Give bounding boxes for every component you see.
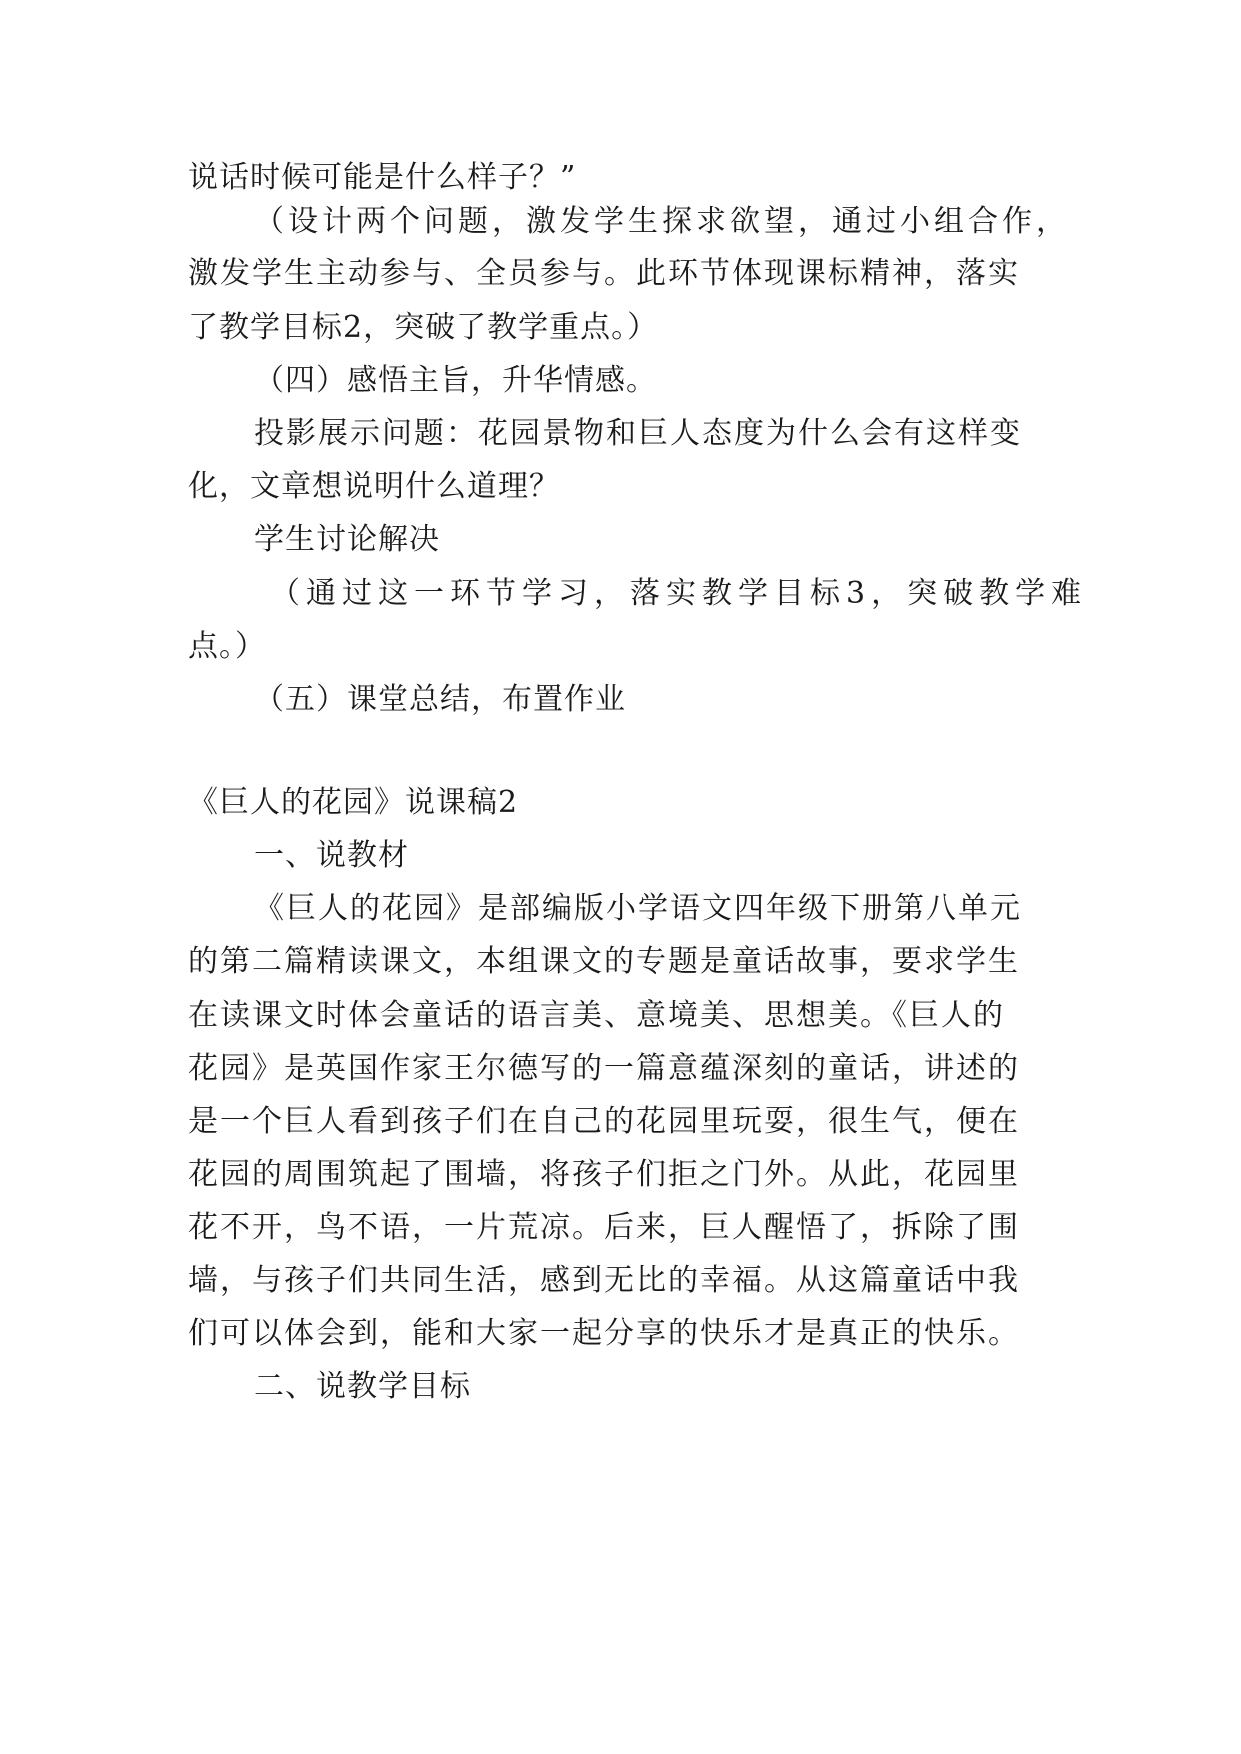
document-title: 《巨人的花园》说课稿2 [188, 785, 519, 820]
section-heading: 二、说教学目标 [254, 1369, 471, 1404]
text-line: 花不开，鸟不语，一片荒凉。后来，巨人醒悟了，拆除了围 [188, 1210, 1020, 1245]
section-heading: （五）课堂总结，布置作业 [254, 682, 626, 717]
text-line: 说话时候可能是什么样子？” [188, 160, 577, 195]
text-line: （通过这一环节学习，落实教学目标3，突破教学难 [270, 576, 1088, 611]
text-line: 在读课文时体会童话的语言美、意境美、思想美。《巨人的 [188, 998, 1005, 1033]
text-line: 的第二篇精读课文，本组课文的专题是童话故事，要求学生 [188, 944, 1020, 979]
text-line: 花园的周围筑起了围墙，将孩子们拒之门外。从此，花园里 [188, 1157, 1020, 1192]
text-line: 点。） [188, 629, 266, 664]
text-line: 了教学目标2，突破了教学重点。） [188, 310, 659, 345]
text-line: 激发学生主动参与、全员参与。此环节体现课标精神，落实 [188, 256, 1020, 291]
text-line: 墙，与孩子们共同生活，感到无比的幸福。从这篇童话中我 [188, 1263, 1020, 1298]
section-heading: 一、说教材 [254, 838, 409, 873]
text-line: 投影展示问题：花园景物和巨人态度为什么会有这样变 [254, 416, 1022, 451]
text-line: 花园》是英国作家王尔德写的一篇意蕴深刻的童话，讲述的 [188, 1051, 1020, 1086]
text-line: （设计两个问题，激发学生探求欲望，通过小组合作， [254, 204, 1070, 239]
text-line: 是一个巨人看到孩子们在自己的花园里玩耍，很生气，便在 [188, 1104, 1020, 1139]
text-line: 化，文章想说明什么道理？ [188, 469, 560, 504]
text-line: 《巨人的花园》是部编版小学语文四年级下册第八单元 [254, 891, 1022, 926]
text-line: 学生讨论解决 [254, 522, 440, 557]
section-heading: （四）感悟主旨，升华情感。 [254, 363, 657, 398]
text-line: 们可以体会到，能和大家一起分享的快乐才是真正的快乐。 [188, 1316, 1020, 1351]
